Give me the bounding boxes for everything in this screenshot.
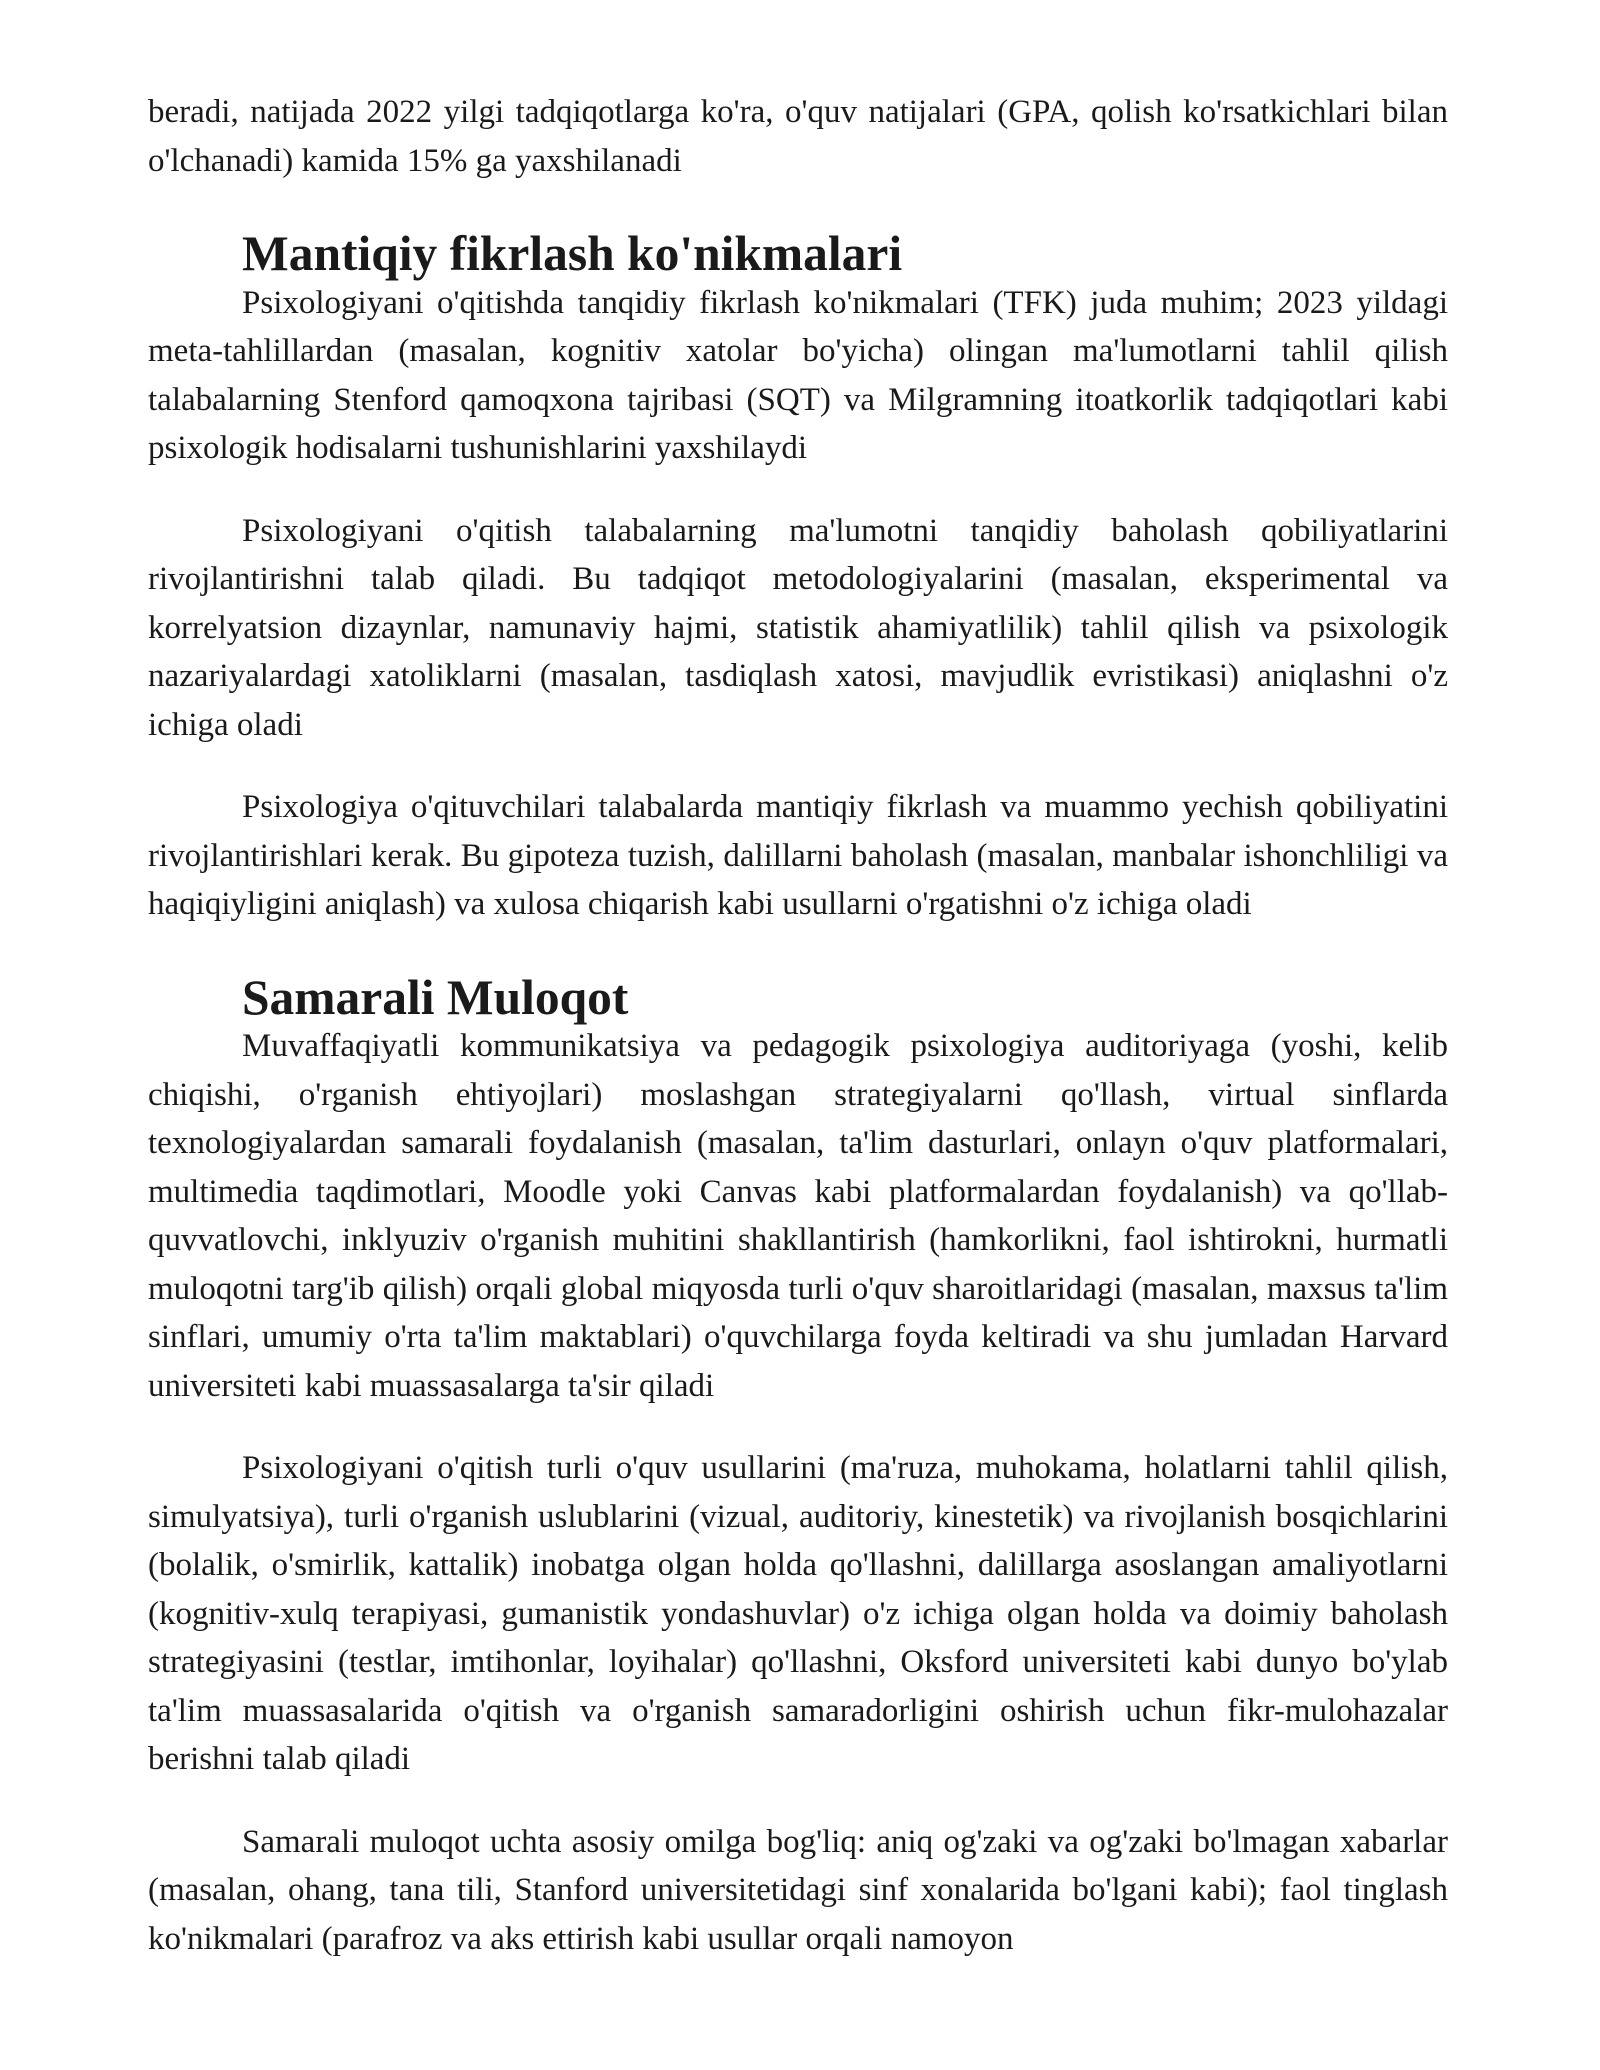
paragraph-critical-thinking: Psixologiyani o'qitishda tanqidiy fikrlash ko'nikmalari (TFK) juda muhim; 2023 yildagi meta-tahlillardan (masalan, kognitiv xatolar bo'yicha) olingan ma'lumotlarni tahlil qilish talabalarning Stenford qamoqxona tajribasi (SQT) va Milgramning itoatkorlik tadqiqotlari kabi psixologik hodisalarni tushunishlarini yaxshilaydi — [148, 284, 1448, 466]
paragraph-problem-solving: Psixologiya o'qituvchilari talabalarda mantiqiy fikrlash va muammo yechish qobiliyatini rivojlantirishlari kerak. Bu gipoteza tuzish, dalillarni baholash (masalan, manbalar ishonchliligi va haqiqiyligini aniqlash) va xulosa chiqarish kabi usullarni o'rgatishni o'z ichiga oladi — [148, 789, 1448, 922]
section-heading-logical-thinking: Mantiqiy fikrlash ko'nikmalari — [242, 226, 903, 281]
paragraph-critical-evaluation: Psixologiyani o'qitish talabalarning ma'lumotni tanqidiy baholash qobiliyatlarini rivojlantirishni talab qiladi. Bu tadqiqot metodologiyalarini (masalan, eksperimental va korrelyatsion dizaynlar, namunaviy hajmi, statistik ahamiyatlilik) tahlil qilish va psixologik nazariyalardagi xatoliklarni (masalan, tasdiqlash xatosi, mavjudlik evristikasi) aniqlashni o'z ichiga oladi — [148, 512, 1448, 743]
paragraph-effective-communication-factors: Samarali muloqot uchta asosiy omilga bog'liq: aniq og'zaki va og'zaki bo'lmagan xabarlar (masalan, ohang, tana tili, Stanford universitetidagi sinf xonalarida bo'lgani kabi); faol tinglash ko'nikmalari (parafroz va aks ettirish kabi usullar orqali namoyon — [148, 1823, 1448, 1957]
document-page — [148, 88, 1448, 1963]
paragraph-successful-communication: Muvaffaqiyatli kommunikatsiya va pedagogik psixologiya auditoriyaga (yoshi, kelib chiqishi, o'rganish ehtiyojlari) moslashgan strategiyalarni qo'llash, virtual sinflarda texnologiyalardan samarali foydalanish (masalan, ta'lim dasturlari, onlayn o'quv platformalari, multimedia taqdimotlari, Moodle yoki Canvas kabi platformalardan foydalanish) va qo'llab-quvvatlovchi, inklyuziv o'rganish muhitini shakllantirish (hamkorlikni, faol ishtirokni, hurmatli muloqotni targ'ib qilish) orqali global miqyosda turli o'quv sharoitlaridagi (masalan, maxsus ta'lim sinflari, umumiy o'rta ta'lim maktablari) o'quvchilarga foyda keltiradi va shu jumladan Harvard universiteti kabi muassasalarga ta'sir qiladi — [148, 1028, 1448, 1404]
section-heading-effective-communication: Samarali Muloqot — [242, 969, 629, 1025]
paragraph-teaching-methods: Psixologiyani o'qitish turli o'quv usullarini (ma'ruza, muhokama, holatlarni tahlil qilish, simulyatsiya), turli o'rganish uslublarini (vizual, auditoriy, kinestetik) va rivojlanish bosqichlarini (bolalik, o'smirlik, kattalik) inobatga olgan holda qo'llashni, dalillarga asoslangan amaliyotlarni (kognitiv-xulq terapiyasi, gumanistik yondashuvlar) o'z ichiga olgan holda va doimiy baholash strategiyasini (testlar, imtihonlar, loyihalar) qo'llashni, Oksford universiteti kabi dunyo bo'ylab ta'lim muassasalarida o'qitish va o'rganish samaradorligini oshirish uchun fikr-mulohazalar berishni talab qiladi — [148, 1450, 1448, 1777]
paragraph-continuation: beradi, natijada 2022 yilgi tadqiqotlarga ko'ra, o'quv natijalari (GPA, qolish ko'rsatkichlari bilan o'lchanadi) kamida 15% ga yaxshilanadi — [148, 94, 1448, 179]
